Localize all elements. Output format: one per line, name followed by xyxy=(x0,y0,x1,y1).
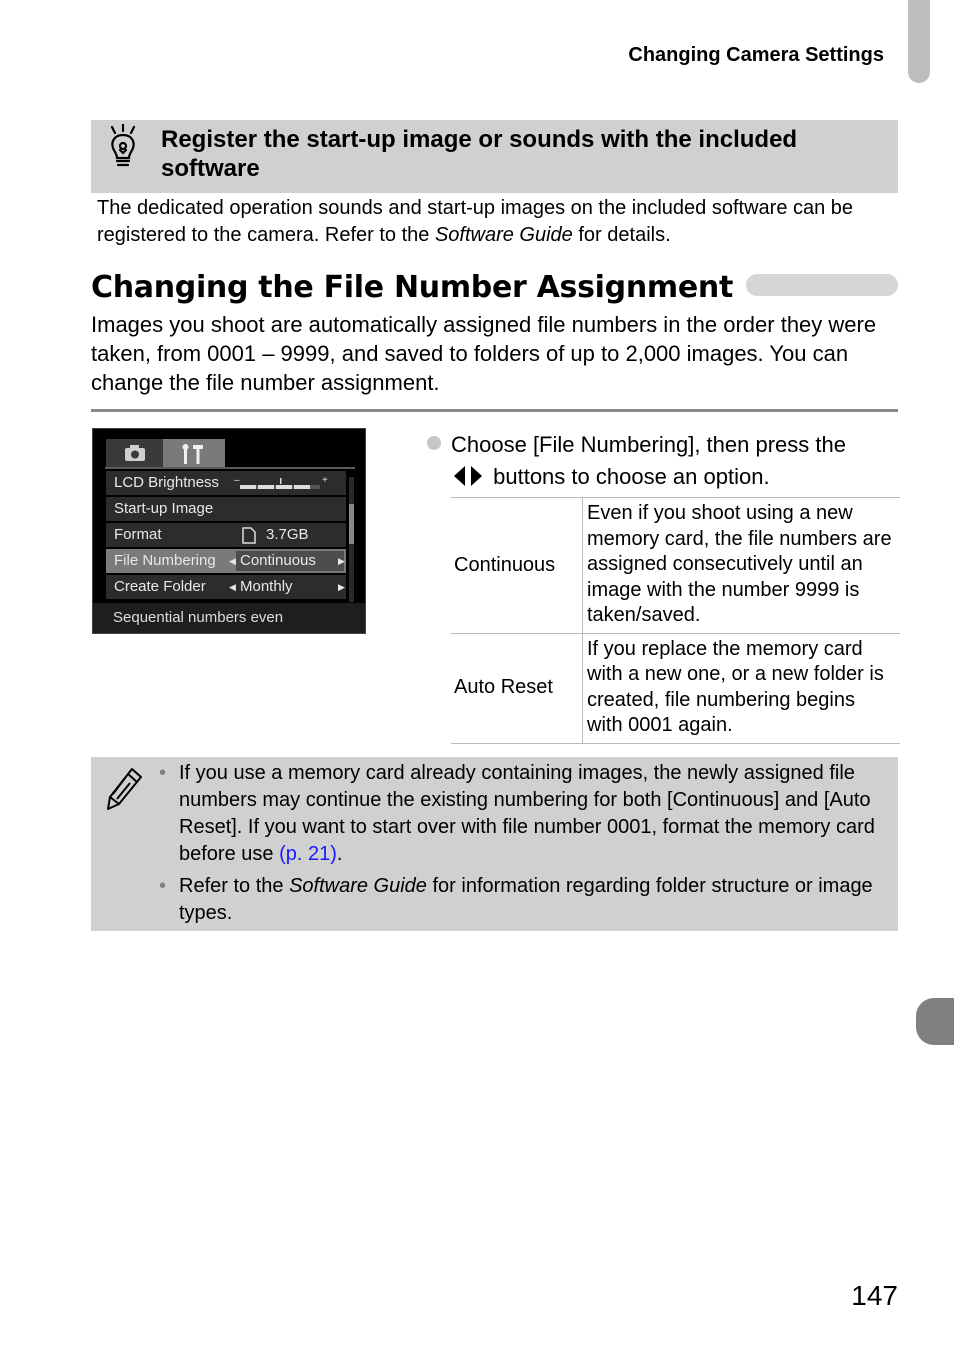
page-reference-link[interactable]: (p. 21) xyxy=(279,843,337,865)
option-name: Continuous xyxy=(451,498,583,634)
svg-text:+: + xyxy=(322,475,328,486)
camera-row-file-numbering: File Numbering ◀ Continuous ▶ xyxy=(106,549,346,573)
table-row xyxy=(451,633,900,743)
section-divider xyxy=(91,409,898,412)
camera-icon xyxy=(106,439,163,469)
section-intro: Images you shoot are automatically assigned file numbers in the order they were taken, from 0001 – 9999, and saved to folders of up to 2,000 images. You can change the file number assignment. xyxy=(91,312,877,395)
running-header: Changing Camera Settings xyxy=(628,44,884,66)
option-description: If you replace the memory card with a new one, or a new folder is created, file numbering begins with 0001 again. xyxy=(583,633,901,743)
tip-body: The dedicated operation sounds and start-up images on the included software can be registered to the camera. Refer to the Software Guide for details. xyxy=(97,197,854,246)
section-title: Changing the File Number Assignment xyxy=(91,270,733,305)
memory-card-icon xyxy=(242,527,256,544)
tools-tab xyxy=(163,439,225,469)
camera-menu-screenshot xyxy=(92,428,366,634)
list-item: • If you use a memory card already containing images, the newly assigned file numbers may continue the existing numbering for both [Continuous] and [Auto Reset]. If you want to start over with file number 0001, format the memory card before use (p. 21). xyxy=(159,760,891,868)
note-list xyxy=(159,760,891,932)
camera-row-create-folder: Create Folder ◀ Monthly ▶ xyxy=(106,575,346,599)
left-arrow-icon: ◀ xyxy=(229,582,236,592)
option-description: Even if you shoot using a new memory card, the file numbers are assigned consecutively until an image with the number 9999 is taken/saved. xyxy=(583,498,901,634)
step-bullet-icon xyxy=(427,436,441,450)
camera-footer: Sequential numbers even xyxy=(93,603,366,634)
lightbulb-icon xyxy=(106,124,140,170)
camera-scrollbar-thumb xyxy=(349,504,354,544)
list-item: • Refer to the Software Guide for information regarding folder structure or image types. xyxy=(159,873,891,927)
chapter-tab-side xyxy=(916,998,954,1045)
brightness-slider-icon xyxy=(234,475,330,491)
svg-text:–: – xyxy=(234,475,240,486)
left-right-buttons-icon xyxy=(451,465,487,487)
wrench-hammer-icon xyxy=(163,439,225,469)
section-title-bar xyxy=(746,274,898,296)
chapter-tab-top xyxy=(908,0,930,83)
table-row xyxy=(451,498,900,634)
tip-title: Register the start-up image or sounds with the included software xyxy=(161,126,798,182)
page-number: 147 xyxy=(851,1280,898,1311)
left-arrow-icon: ◀ xyxy=(229,556,236,566)
pencil-icon xyxy=(104,766,144,812)
instruction: Choose [File Numbering], then press the buttons to choose an option. xyxy=(451,432,846,489)
camera-row-format: Format 3.7GB xyxy=(106,523,346,547)
options-table xyxy=(451,497,900,744)
tab-underline xyxy=(105,467,355,469)
camera-tab xyxy=(106,439,163,469)
camera-row-start-up-image: Start-up Image xyxy=(106,497,346,521)
camera-row-lcd-brightness: LCD Brightness – + xyxy=(106,471,346,495)
right-arrow-icon: ▶ xyxy=(338,582,345,592)
right-arrow-icon: ▶ xyxy=(338,556,345,566)
option-name: Auto Reset xyxy=(451,633,583,743)
